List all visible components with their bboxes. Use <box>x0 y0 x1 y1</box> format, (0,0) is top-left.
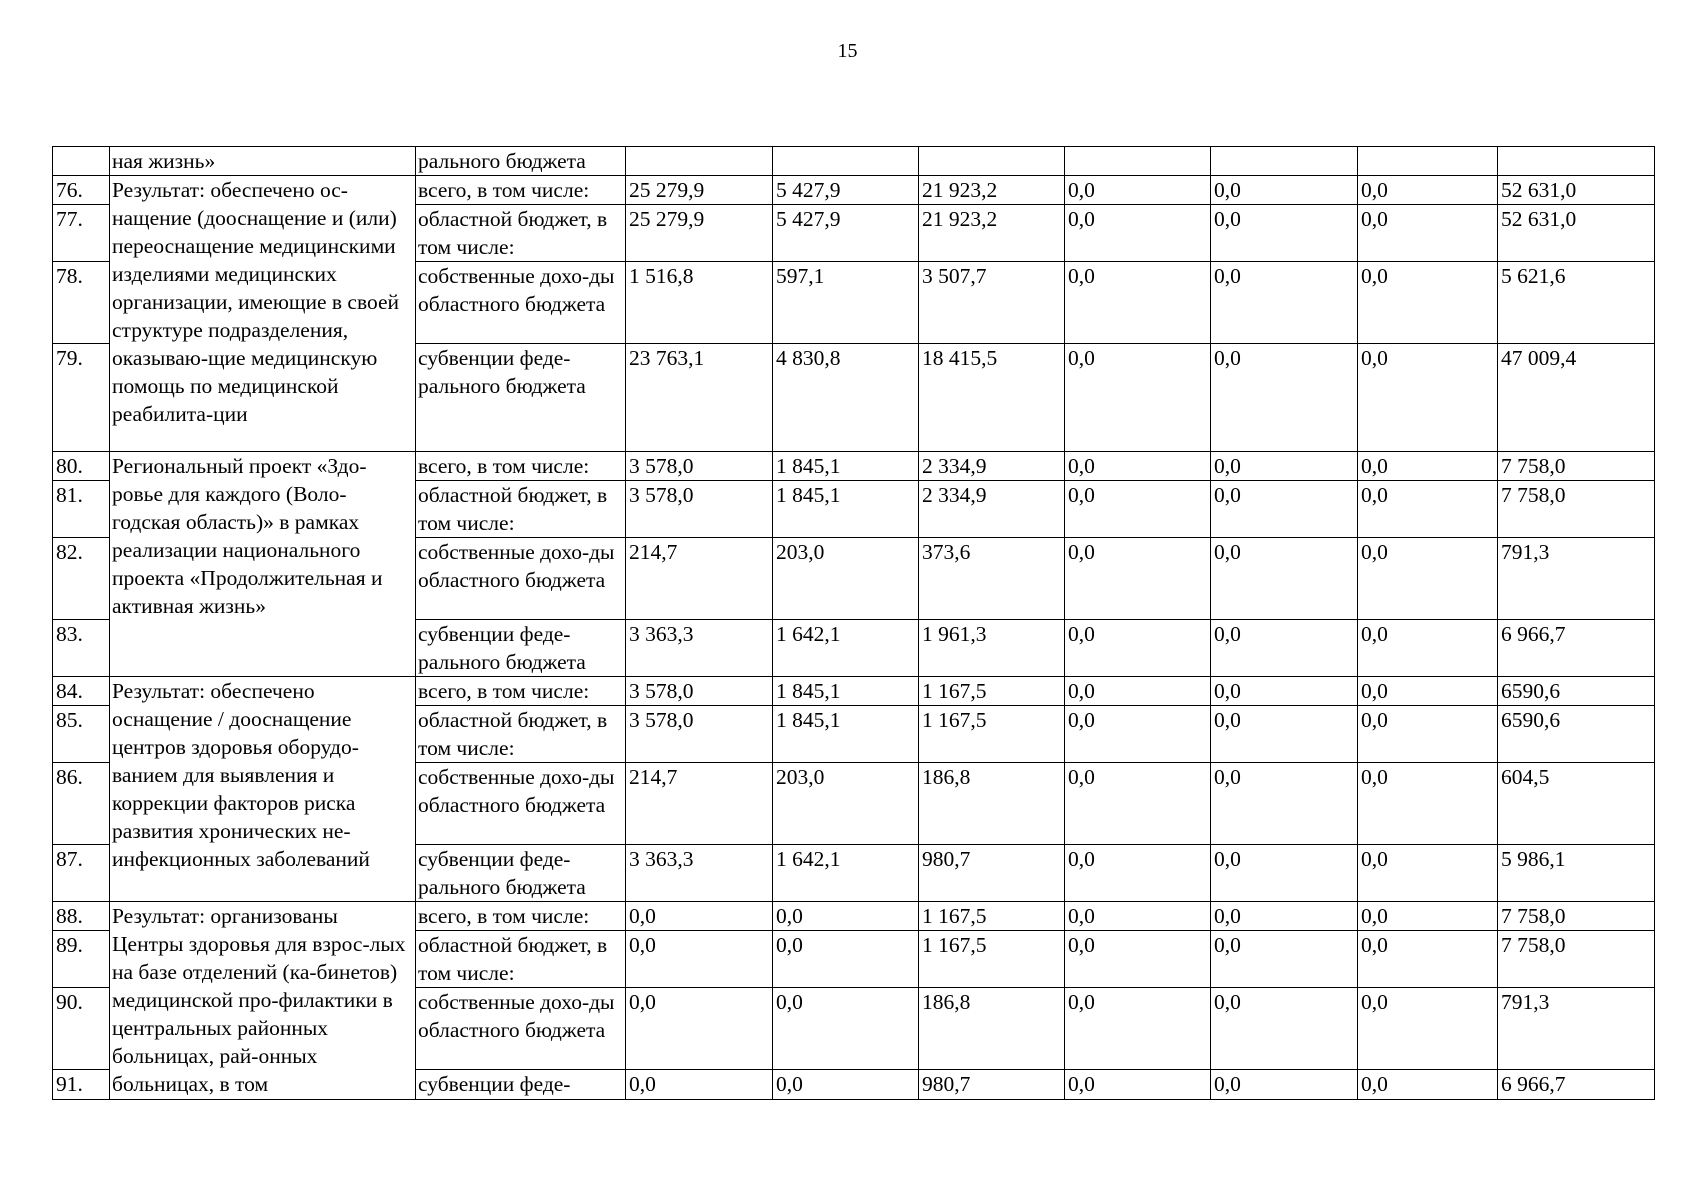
value-cell: 604,5 <box>1498 763 1655 845</box>
value-cell: 1 845,1 <box>773 677 919 706</box>
value-cell: 0,0 <box>626 988 773 1070</box>
value-cell: 1 167,5 <box>919 902 1065 931</box>
row-number: 82. <box>53 538 110 620</box>
value-cell: 791,3 <box>1498 988 1655 1070</box>
value-cell: 0,0 <box>1065 538 1211 620</box>
value-cell: 0,0 <box>1358 452 1498 481</box>
value-cell: 3 363,3 <box>626 620 773 677</box>
row-number: 78. <box>53 262 110 344</box>
value-cell <box>1065 147 1211 176</box>
value-cell: 0,0 <box>1065 1070 1211 1100</box>
value-cell: 0,0 <box>1211 262 1358 344</box>
value-cell: 0,0 <box>1065 205 1211 262</box>
value-cell: 0,0 <box>1065 620 1211 677</box>
source-cell: всего, в том числе: <box>416 677 626 706</box>
source-cell: собственные дохо-ды областного бюджета <box>416 262 626 344</box>
value-cell: 1 845,1 <box>773 452 919 481</box>
value-cell: 1 961,3 <box>919 620 1065 677</box>
value-cell: 0,0 <box>1211 205 1358 262</box>
table-row <box>53 176 1655 205</box>
value-cell: 3 578,0 <box>626 452 773 481</box>
value-cell: 203,0 <box>773 538 919 620</box>
value-cell: 0,0 <box>1211 1070 1358 1100</box>
result-cell: Результат: организованы Центры здоровья для взрос-лых на базе отделений (ка-бинетов) медицинской про-филактики в центральных районных больницах, рай-онных больницах, в том <box>110 902 416 1100</box>
source-cell: субвенции феде-рального бюджета <box>416 620 626 677</box>
row-number: 87. <box>53 845 110 902</box>
value-cell: 791,3 <box>1498 538 1655 620</box>
value-cell: 0,0 <box>1358 176 1498 205</box>
value-cell: 186,8 <box>919 763 1065 845</box>
value-cell: 0,0 <box>1065 481 1211 538</box>
budget-table <box>52 146 1655 1100</box>
value-cell: 0,0 <box>1358 481 1498 538</box>
result-cell: Результат: обеспечено ос-нащение (дооснащение и (или) переоснащение медицинскими изделиями медицинских организации, имеющие в своей структуре подразделения, оказываю-щие медицинскую помощь по медицинской реабилита-ции <box>110 176 416 452</box>
value-cell: 3 578,0 <box>626 481 773 538</box>
value-cell: 0,0 <box>1065 763 1211 845</box>
source-cell: рального бюджета <box>416 147 626 176</box>
value-cell: 3 578,0 <box>626 706 773 763</box>
value-cell: 7 758,0 <box>1498 452 1655 481</box>
value-cell: 25 279,9 <box>626 205 773 262</box>
table-row <box>53 902 1655 931</box>
value-cell: 0,0 <box>1358 620 1498 677</box>
value-cell <box>1358 147 1498 176</box>
value-cell: 7 758,0 <box>1498 902 1655 931</box>
value-cell: 1 167,5 <box>919 706 1065 763</box>
value-cell: 3 578,0 <box>626 677 773 706</box>
value-cell: 0,0 <box>626 1070 773 1100</box>
value-cell: 0,0 <box>1358 677 1498 706</box>
value-cell: 0,0 <box>1358 763 1498 845</box>
value-cell: 0,0 <box>1065 902 1211 931</box>
value-cell: 203,0 <box>773 763 919 845</box>
value-cell <box>1498 147 1655 176</box>
value-cell: 5 986,1 <box>1498 845 1655 902</box>
row-number: 81. <box>53 481 110 538</box>
value-cell: 0,0 <box>773 988 919 1070</box>
value-cell: 7 758,0 <box>1498 481 1655 538</box>
value-cell: 2 334,9 <box>919 481 1065 538</box>
value-cell: 6590,6 <box>1498 677 1655 706</box>
source-cell: субвенции феде- <box>416 1070 626 1100</box>
row-number: 89. <box>53 931 110 988</box>
row-number: 76. <box>53 176 110 205</box>
row-number: 80. <box>53 452 110 481</box>
row-number: 77. <box>53 205 110 262</box>
value-cell: 0,0 <box>1211 931 1358 988</box>
row-number: 91. <box>53 1070 110 1100</box>
row-number: 86. <box>53 763 110 845</box>
table-row <box>53 452 1655 481</box>
source-cell: областной бюджет, в том числе: <box>416 205 626 262</box>
value-cell: 7 758,0 <box>1498 931 1655 988</box>
source-cell: субвенции феде-рального бюджета <box>416 845 626 902</box>
value-cell: 0,0 <box>1065 344 1211 452</box>
source-cell: всего, в том числе: <box>416 452 626 481</box>
value-cell: 23 763,1 <box>626 344 773 452</box>
value-cell: 214,7 <box>626 538 773 620</box>
value-cell: 0,0 <box>1211 902 1358 931</box>
value-cell: 21 923,2 <box>919 205 1065 262</box>
value-cell: 0,0 <box>1065 176 1211 205</box>
value-cell <box>919 147 1065 176</box>
source-cell: собственные дохо-ды областного бюджета <box>416 763 626 845</box>
value-cell: 186,8 <box>919 988 1065 1070</box>
value-cell: 0,0 <box>1211 620 1358 677</box>
value-cell: 52 631,0 <box>1498 205 1655 262</box>
row-number: 85. <box>53 706 110 763</box>
source-cell: всего, в том числе: <box>416 176 626 205</box>
value-cell: 0,0 <box>1211 538 1358 620</box>
source-cell: всего, в том числе: <box>416 902 626 931</box>
value-cell: 52 631,0 <box>1498 176 1655 205</box>
value-cell: 1 167,5 <box>919 677 1065 706</box>
value-cell: 597,1 <box>773 262 919 344</box>
source-cell: областной бюджет, в том числе: <box>416 706 626 763</box>
source-cell: субвенции феде-рального бюджета <box>416 344 626 452</box>
value-cell: 0,0 <box>1211 677 1358 706</box>
value-cell: 0,0 <box>1211 344 1358 452</box>
value-cell: 980,7 <box>919 1070 1065 1100</box>
value-cell: 2 334,9 <box>919 452 1065 481</box>
value-cell: 4 830,8 <box>773 344 919 452</box>
value-cell: 0,0 <box>1358 931 1498 988</box>
value-cell: 0,0 <box>773 902 919 931</box>
value-cell: 0,0 <box>1065 706 1211 763</box>
value-cell: 0,0 <box>1065 677 1211 706</box>
value-cell: 0,0 <box>1065 262 1211 344</box>
row-number: 83. <box>53 620 110 677</box>
result-cell: Региональный проект «Здо-ровье для каждого (Воло-годская область)» в рамках реализации национального проекта «Продолжительная и активная жизнь» <box>110 452 416 677</box>
value-cell: 0,0 <box>1211 988 1358 1070</box>
result-cell: Результат: обеспечено оснащение / дооснащение центров здоровья оборудо-ванием для выявления и коррекции факторов риска развития хронических не-инфекционных заболеваний <box>110 677 416 902</box>
value-cell: 0,0 <box>1358 205 1498 262</box>
value-cell: 0,0 <box>1211 452 1358 481</box>
value-cell: 5 621,6 <box>1498 262 1655 344</box>
value-cell: 25 279,9 <box>626 176 773 205</box>
value-cell: 6 966,7 <box>1498 620 1655 677</box>
value-cell: 6 966,7 <box>1498 1070 1655 1100</box>
value-cell: 1 516,8 <box>626 262 773 344</box>
value-cell: 0,0 <box>1358 344 1498 452</box>
result-cell: ная жизнь» <box>110 147 416 176</box>
row-number: 88. <box>53 902 110 931</box>
source-cell: областной бюджет, в том числе: <box>416 931 626 988</box>
value-cell: 0,0 <box>1065 452 1211 481</box>
value-cell: 1 642,1 <box>773 620 919 677</box>
value-cell: 3 363,3 <box>626 845 773 902</box>
value-cell <box>773 147 919 176</box>
value-cell: 47 009,4 <box>1498 344 1655 452</box>
value-cell: 1 642,1 <box>773 845 919 902</box>
value-cell: 0,0 <box>1358 988 1498 1070</box>
source-cell: областной бюджет, в том числе: <box>416 481 626 538</box>
value-cell: 1 845,1 <box>773 706 919 763</box>
row-number: 90. <box>53 988 110 1070</box>
value-cell: 0,0 <box>1358 902 1498 931</box>
table-row <box>53 677 1655 706</box>
row-number: 84. <box>53 677 110 706</box>
value-cell: 0,0 <box>1358 845 1498 902</box>
value-cell: 5 427,9 <box>773 176 919 205</box>
value-cell <box>626 147 773 176</box>
source-cell: собственные дохо-ды областного бюджета <box>416 988 626 1070</box>
value-cell: 3 507,7 <box>919 262 1065 344</box>
value-cell: 0,0 <box>1358 1070 1498 1100</box>
value-cell: 0,0 <box>1211 763 1358 845</box>
value-cell: 0,0 <box>1211 845 1358 902</box>
value-cell <box>1211 147 1358 176</box>
page-number: 15 <box>837 40 858 62</box>
value-cell: 214,7 <box>626 763 773 845</box>
value-cell: 0,0 <box>1358 262 1498 344</box>
value-cell: 0,0 <box>1358 538 1498 620</box>
source-cell: собственные дохо-ды областного бюджета <box>416 538 626 620</box>
row-number: 79. <box>53 344 110 452</box>
value-cell: 373,6 <box>919 538 1065 620</box>
table-row <box>53 147 1655 176</box>
value-cell: 21 923,2 <box>919 176 1065 205</box>
value-cell: 0,0 <box>773 931 919 988</box>
value-cell: 980,7 <box>919 845 1065 902</box>
value-cell: 1 845,1 <box>773 481 919 538</box>
value-cell: 5 427,9 <box>773 205 919 262</box>
value-cell: 1 167,5 <box>919 931 1065 988</box>
value-cell: 0,0 <box>1211 176 1358 205</box>
value-cell: 0,0 <box>1211 481 1358 538</box>
value-cell: 0,0 <box>773 1070 919 1100</box>
value-cell: 18 415,5 <box>919 344 1065 452</box>
value-cell: 6590,6 <box>1498 706 1655 763</box>
value-cell: 0,0 <box>1211 706 1358 763</box>
value-cell: 0,0 <box>1065 845 1211 902</box>
value-cell: 0,0 <box>1065 988 1211 1070</box>
value-cell: 0,0 <box>626 902 773 931</box>
value-cell: 0,0 <box>1358 706 1498 763</box>
value-cell: 0,0 <box>626 931 773 988</box>
value-cell: 0,0 <box>1065 931 1211 988</box>
row-number <box>53 147 110 176</box>
